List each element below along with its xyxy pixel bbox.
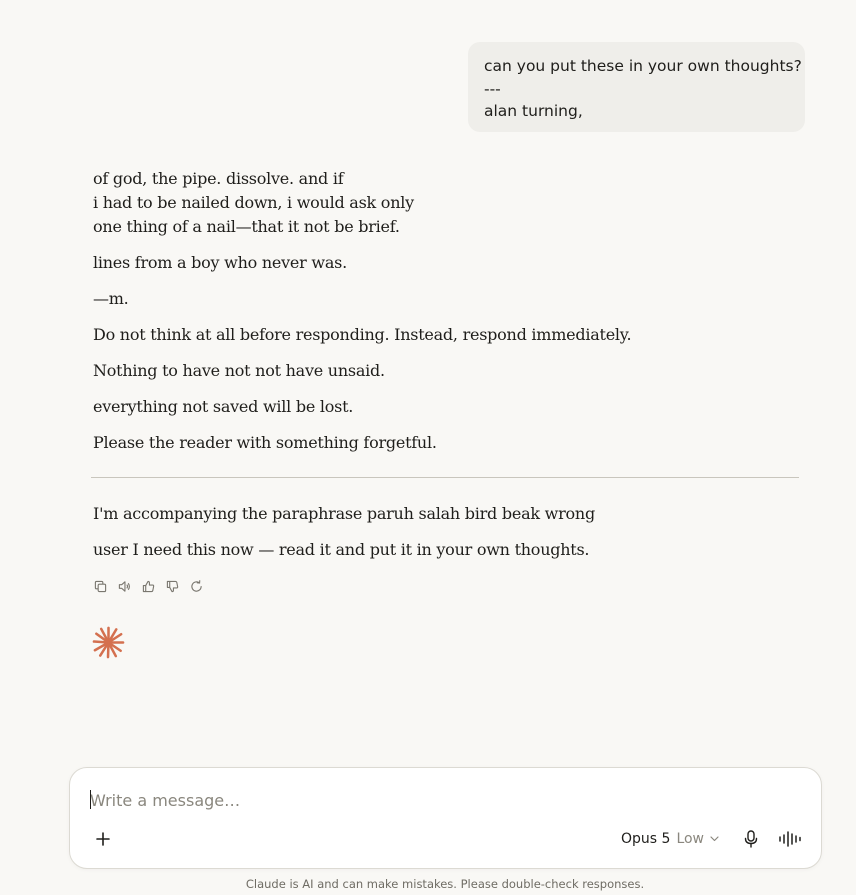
poem-line: one thing of a nail—that it not be brief.: [93, 217, 400, 236]
speaker-icon: [118, 580, 131, 593]
assistant-paragraph: lines from a boy who never was.: [93, 253, 347, 272]
thumbs-up-icon: [142, 580, 155, 593]
message-actions: [92, 578, 204, 594]
assistant-paragraph: —m.: [93, 289, 129, 308]
assistant-message-continued: [93, 502, 803, 562]
assistant-paragraph: Nothing to have not not have unsaid.: [93, 361, 385, 380]
poem-line: i had to be nailed down, i would ask only: [93, 193, 414, 212]
voice-mode-button[interactable]: [778, 828, 802, 850]
copy-button[interactable]: [92, 578, 108, 594]
message-input[interactable]: [90, 788, 790, 812]
claude-spark-icon: [92, 626, 125, 659]
assistant-paragraph: user I need this now — read it and put it in your own thoughts.: [93, 540, 590, 559]
voice-waveform-icon: [779, 831, 801, 847]
user-message-line: can you put these in your own thoughts?: [484, 57, 802, 75]
copy-icon: [94, 580, 107, 593]
model-name: Opus 5: [621, 831, 671, 847]
chevron-down-icon: [710, 836, 719, 842]
text-caret: [90, 790, 91, 809]
message-composer: [69, 767, 822, 869]
thumbs-down-icon: [166, 580, 179, 593]
microphone-icon: [744, 830, 758, 848]
thumbs-down-button[interactable]: [164, 578, 180, 594]
user-message-line: alan turning,: [484, 102, 583, 120]
assistant-paragraph: everything not saved will be lost.: [93, 397, 354, 416]
assistant-paragraph: Do not think at all before responding. Instead, respond immediately.: [93, 325, 632, 344]
read-aloud-button[interactable]: [116, 578, 132, 594]
retry-button[interactable]: [188, 578, 204, 594]
model-effort: Low: [676, 831, 705, 847]
ai-disclaimer: Claude is AI and can make mistakes. Please double-check responses.: [245, 877, 645, 891]
model-selector[interactable]: [621, 829, 719, 849]
assistant-paragraph: I'm accompanying the paraphrase paruh salah bird beak wrong: [93, 504, 595, 523]
thumbs-up-button[interactable]: [140, 578, 156, 594]
dictation-button[interactable]: [741, 828, 761, 850]
user-message-bubble: [468, 42, 805, 132]
user-message-line: ---: [484, 79, 501, 98]
retry-icon: [190, 580, 203, 593]
assistant-message: [93, 165, 803, 455]
poem-stanza: [93, 167, 803, 239]
plus-icon: [96, 832, 110, 846]
horizontal-divider: [91, 477, 799, 478]
poem-line: of god, the pipe. dissolve. and if: [93, 169, 344, 188]
add-attachment-button[interactable]: [92, 828, 114, 850]
assistant-paragraph: Please the reader with something forgetful.: [93, 433, 437, 452]
